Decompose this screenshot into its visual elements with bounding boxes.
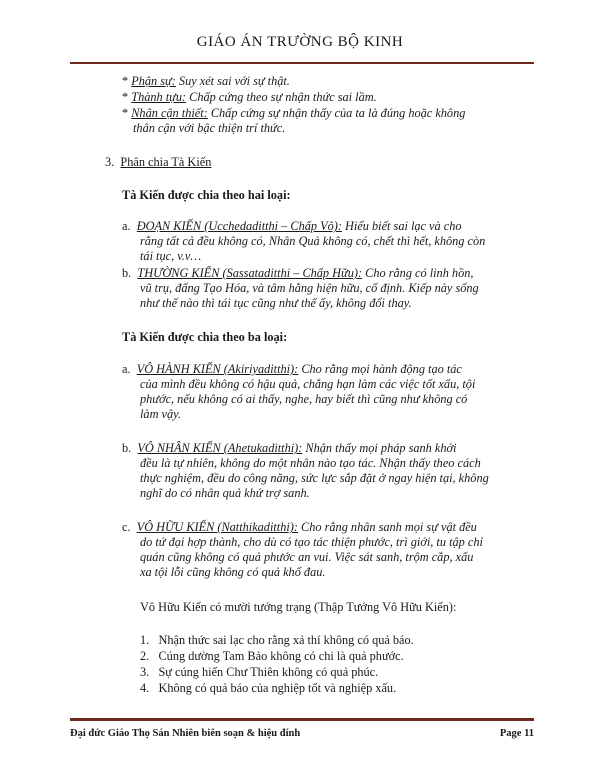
numbered-item [140,633,414,648]
list-marker: b. [122,441,132,455]
section-heading [105,155,211,170]
list-term: ĐOẠN KIẾN (Ucchedaditthi – Chấp Vô): [136,219,342,233]
list-text: Nhận thấy mọi pháp sanh khởi [302,441,457,455]
list-text: tái tục, v.v… [140,249,202,263]
numbered-marker: 2. [140,649,150,663]
list-marker: a. [122,362,131,376]
def-item-phan-su: * Phận sự: Suy xét sai với sự thật. [122,74,290,88]
list-marker: c. [122,520,131,534]
list-item-b-line [122,441,456,456]
list-text: do tứ đại hợp thành, cho dù có tạo tác thiện phước, trì giới, tu tập chỉ [140,535,483,549]
list-text: Hiểu biết sai lạc và cho [341,219,462,233]
numbered-text: Không có quả báo của nghiệp tốt và nghiệp xấu. [158,681,397,695]
list-text: vũ trụ, đấng Tạo Hóa, và tâm hằng hiện hữu, cố định. Kiếp này sống [140,281,479,295]
def-desc: Chấp cứng theo sự nhận thức sai lầm. [186,90,377,104]
numbered-item [140,649,404,664]
numbered-marker: 4. [140,681,150,695]
footer-divider [70,718,534,721]
def-term: Thành tựu: [131,90,187,104]
subheading-three-kinds: Tà Kiến được chia theo ba loại: [122,330,288,344]
def-desc-continued: thân cận với bậc thiện trí thức. [133,121,286,135]
list-text: thực nghiệm, đều do công năng, sức lực sắp đặt ở ngay hiện tại, không [140,471,489,485]
list-text: đều là tự nhiên, không do một nhân nào tạo tác. Nhận thấy theo cách [140,456,481,470]
def-item-nhan-can-thiet: * Nhân cận thiết: Chấp cứng sự nhận thấy của ta là đúng hoặc không [122,106,466,120]
numbered-text: Sự cúng hiến Chư Thiên không có quả phúc. [158,665,379,679]
list-term: VÔ HÀNH KIẾN (Akiriyaditthi): [136,362,299,376]
list-text: làm vậy. [140,407,181,421]
numbered-item [140,681,396,696]
def-term: Nhân cận thiết: [131,106,208,120]
list-term: THƯỜNG KIẾN (Sassataditthi – Chấp Hữu): [137,266,363,280]
list-text: nghĩ do có nhân quả khứ trợ sanh. [140,486,310,500]
footer-author: Đại đức Giáo Thọ Sán Nhiên biên soạn & hiệu đính [70,728,301,739]
page-number: Page 11 [499,728,534,739]
def-desc: Suy xét sai với sự thật. [175,74,290,88]
numbered-text: Nhận thức sai lạc cho rằng xả thí không có quả báo. [158,633,414,647]
numbered-marker: 1. [140,633,150,647]
list-marker: a. [122,219,131,233]
list-item-c-line [122,520,477,535]
list-text: của mình đều không có hậu quả, chẳng hạn làm các việc tốt xấu, tội [140,377,476,391]
section-number: 3. [105,155,115,169]
def-desc: Chấp cứng sự nhận thấy của ta là đúng hoặc không [207,106,466,120]
list-text: Cho rằng nhân sanh mọi sự vật đều [297,520,477,534]
def-term: Phận sự: [131,74,176,88]
section-title: Phân chia Tà Kiến [120,155,212,169]
list-term: VÔ HỮU KIẾN (Natthikaditthi): [136,520,298,534]
numbered-item [140,665,378,680]
list-text: phước, nếu không có ai thấy, nghe, hay biết thì cũng như không có [140,392,468,406]
list-marker: b. [122,266,132,280]
subheading-two-kinds: Tà Kiến được chia theo hai loại: [122,188,291,202]
list-item-b-line [122,266,473,281]
page-header-title: GIÁO ÁN TRƯỜNG BỘ KINH [196,34,404,50]
numbered-marker: 3. [140,665,150,679]
list-text: Cho rằng mọi hành động tạo tác [298,362,462,376]
list-term: VÔ NHÂN KIẾN (Ahetukaditthi): [137,441,303,455]
list-text: xa tội lỗi cũng không có quả khổ đau. [140,565,326,579]
def-item-thanh-tuu: * Thành tựu: Chấp cứng theo sự nhận thức sai lầm. [122,90,377,104]
list-item-a-line [122,362,462,377]
list-text: như thế nào thì tái tục cũng như thế ấy, không đổi thay. [140,296,412,310]
ten-aspects-intro: Vô Hữu Kiến có mười tướng trạng (Thập Tướng Vô Hữu Kiến): [140,600,457,614]
list-text: rằng tất cả đều không có, Nhân Quả không có, chết thì hết, không còn [140,234,486,248]
list-text: quán cũng không có quả phước an vui. Việc sát sanh, trộm cắp, xấu [140,550,474,564]
header-divider [70,62,534,64]
list-text: Cho rằng có linh hồn, [362,266,474,280]
list-item-a-line [122,219,462,234]
numbered-text: Cúng dường Tam Bảo không có chi là quả phước. [158,649,404,663]
